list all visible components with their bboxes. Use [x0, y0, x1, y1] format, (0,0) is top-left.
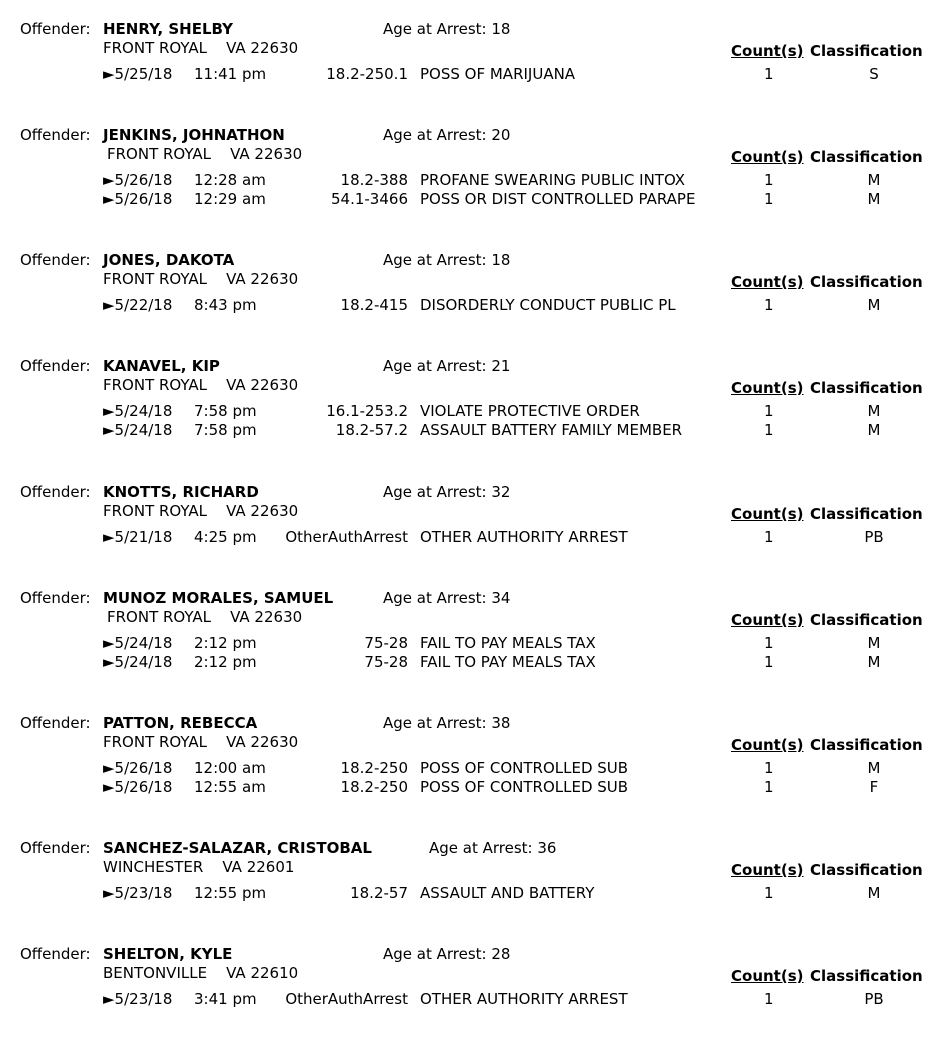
date-value: 5/23/18	[114, 990, 173, 1008]
date-value: 5/26/18	[114, 171, 173, 189]
charge-row	[0, 634, 951, 653]
charge-row	[0, 653, 951, 672]
offender-name: JENKINS, JOHNATHON	[103, 126, 285, 144]
charge-count: 1	[764, 421, 774, 439]
date-value: 5/22/18	[114, 296, 173, 314]
offender-name: KANAVEL, KIP	[103, 357, 220, 375]
offender-record	[0, 589, 951, 689]
age-value: 20	[491, 126, 511, 144]
arrow-icon: ►	[103, 759, 115, 777]
charge-time: 4:25 pm	[194, 528, 257, 546]
offender-label: Offender:	[20, 945, 91, 963]
offender-address: FRONT ROYAL VA 22630	[103, 270, 299, 288]
age-value: 32	[491, 483, 511, 501]
statute-code: 75-28	[364, 653, 408, 671]
classification-header: Classification	[810, 505, 923, 523]
offender-name: KNOTTS, RICHARD	[103, 483, 259, 501]
arrow-icon: ►	[103, 653, 115, 671]
age-value: 38	[491, 714, 511, 732]
offender-label: Offender:	[20, 589, 91, 607]
charge-time: 2:12 pm	[194, 653, 257, 671]
statute-code: 18.2-415	[340, 296, 408, 314]
offender-label: Offender:	[20, 126, 91, 144]
offender-address: BENTONVILLE VA 22610	[103, 964, 299, 982]
arrow-icon: ►	[103, 171, 115, 189]
charge-classification: PB	[864, 528, 884, 546]
date-value: 5/24/18	[114, 421, 173, 439]
charge-classification: M	[867, 296, 881, 314]
offender-record	[0, 126, 951, 226]
charge-count: 1	[764, 65, 774, 83]
charge-classification: M	[867, 421, 881, 439]
classification-header: Classification	[810, 611, 923, 629]
arrow-icon: ►	[103, 296, 115, 314]
age-label: Age at Arrest:	[383, 126, 492, 144]
date-value: 5/26/18	[114, 759, 173, 777]
statute-code: 16.1-253.2	[326, 402, 408, 420]
statute-code: 18.2-388	[340, 171, 408, 189]
age-at-arrest	[383, 357, 510, 375]
offender-label: Offender:	[20, 357, 91, 375]
date-value: 5/26/18	[114, 190, 173, 208]
age-at-arrest	[429, 839, 556, 857]
charge-description: ASSAULT AND BATTERY	[420, 884, 595, 902]
charge-row	[0, 171, 951, 190]
charge-date	[103, 528, 172, 546]
charge-classification: M	[867, 171, 881, 189]
arrow-icon: ►	[103, 528, 115, 546]
charge-description: OTHER AUTHORITY ARREST	[420, 990, 628, 1008]
offender-record	[0, 20, 951, 120]
charge-row	[0, 990, 951, 1009]
offender-address: FRONT ROYAL VA 22630	[103, 376, 299, 394]
age-at-arrest	[383, 714, 510, 732]
classification-header: Classification	[810, 148, 923, 166]
classification-header: Classification	[810, 967, 923, 985]
age-value: 18	[491, 251, 511, 269]
charge-description: OTHER AUTHORITY ARREST	[420, 528, 628, 546]
age-label: Age at Arrest:	[383, 357, 492, 375]
charge-time: 12:00 am	[194, 759, 266, 777]
charge-count: 1	[764, 653, 774, 671]
count-header: Count(s)	[731, 505, 804, 523]
charge-time: 11:41 pm	[194, 65, 267, 83]
age-label: Age at Arrest:	[383, 589, 492, 607]
age-value: 34	[491, 589, 511, 607]
charge-row	[0, 65, 951, 84]
arrow-icon: ►	[103, 190, 115, 208]
count-header: Count(s)	[731, 42, 804, 60]
charge-date	[103, 296, 172, 314]
charge-time: 2:12 pm	[194, 634, 257, 652]
classification-header: Classification	[810, 736, 923, 754]
statute-code: 18.2-250	[340, 778, 408, 796]
offender-address: WINCHESTER VA 22601	[103, 858, 295, 876]
statute-code: OtherAuthArrest	[285, 990, 408, 1008]
charge-description: VIOLATE PROTECTIVE ORDER	[420, 402, 640, 420]
offender-address: FRONT ROYAL VA 22630	[103, 733, 299, 751]
count-header: Count(s)	[731, 379, 804, 397]
charge-count: 1	[764, 528, 774, 546]
charge-count: 1	[764, 759, 774, 777]
charge-row	[0, 759, 951, 778]
charge-classification: PB	[864, 990, 884, 1008]
charge-date	[103, 634, 172, 652]
age-label: Age at Arrest:	[429, 839, 538, 857]
charge-time: 7:58 pm	[194, 421, 257, 439]
age-value: 28	[491, 945, 511, 963]
arrow-icon: ►	[103, 402, 115, 420]
charge-date	[103, 884, 172, 902]
count-header: Count(s)	[731, 148, 804, 166]
charge-classification: M	[867, 759, 881, 777]
age-value: 21	[491, 357, 511, 375]
age-at-arrest	[383, 483, 510, 501]
charge-time: 12:55 am	[194, 778, 266, 796]
charge-count: 1	[764, 884, 774, 902]
classification-header: Classification	[810, 861, 923, 879]
charge-classification: M	[867, 634, 881, 652]
offender-name: PATTON, REBECCA	[103, 714, 258, 732]
classification-header: Classification	[810, 273, 923, 291]
age-label: Age at Arrest:	[383, 251, 492, 269]
offender-address: FRONT ROYAL VA 22630	[103, 502, 299, 520]
charge-classification: S	[869, 65, 879, 83]
charge-date	[103, 778, 172, 796]
offender-record	[0, 357, 951, 457]
charge-date	[103, 171, 172, 189]
age-label: Age at Arrest:	[383, 945, 492, 963]
charge-count: 1	[764, 190, 774, 208]
statute-code: 75-28	[364, 634, 408, 652]
offender-name: SHELTON, KYLE	[103, 945, 233, 963]
offender-label: Offender:	[20, 483, 91, 501]
offender-address: FRONT ROYAL VA 22630	[107, 608, 303, 626]
statute-code: 18.2-57.2	[335, 421, 408, 439]
charge-date	[103, 421, 172, 439]
charge-date	[103, 65, 172, 83]
charge-date	[103, 759, 172, 777]
age-at-arrest	[383, 589, 510, 607]
charge-time: 3:41 pm	[194, 990, 257, 1008]
charge-description: ASSAULT BATTERY FAMILY MEMBER	[420, 421, 683, 439]
charge-classification: M	[867, 884, 881, 902]
offender-name: MUNOZ MORALES, SAMUEL	[103, 589, 334, 607]
charge-description: POSS OF MARIJUANA	[420, 65, 576, 83]
arrow-icon: ►	[103, 421, 115, 439]
arrow-icon: ►	[103, 884, 115, 902]
charge-time: 8:43 pm	[194, 296, 257, 314]
charge-description: POSS OF CONTROLLED SUB	[420, 759, 629, 777]
date-value: 5/23/18	[114, 884, 173, 902]
age-at-arrest	[383, 20, 510, 38]
charge-classification: M	[867, 653, 881, 671]
offender-label: Offender:	[20, 714, 91, 732]
statute-code: 18.2-57	[350, 884, 408, 902]
charge-date	[103, 990, 172, 1008]
date-value: 5/21/18	[114, 528, 173, 546]
offender-record	[0, 945, 951, 1045]
charge-time: 7:58 pm	[194, 402, 257, 420]
age-at-arrest	[383, 945, 510, 963]
offender-label: Offender:	[20, 251, 91, 269]
classification-header: Classification	[810, 42, 923, 60]
date-value: 5/26/18	[114, 778, 173, 796]
date-value: 5/25/18	[114, 65, 173, 83]
statute-code: 54.1-3466	[331, 190, 408, 208]
arrow-icon: ►	[103, 634, 115, 652]
offender-record	[0, 839, 951, 939]
charge-description: DISORDERLY CONDUCT PUBLIC PL	[420, 296, 676, 314]
statute-code: 18.2-250.1	[326, 65, 408, 83]
charge-count: 1	[764, 634, 774, 652]
charge-count: 1	[764, 402, 774, 420]
charge-row	[0, 528, 951, 547]
offender-record	[0, 251, 951, 351]
charge-classification: F	[869, 778, 879, 796]
offender-name: HENRY, SHELBY	[103, 20, 234, 38]
age-at-arrest	[383, 251, 510, 269]
charge-description: POSS OF CONTROLLED SUB	[420, 778, 629, 796]
offender-label: Offender:	[20, 20, 91, 38]
date-value: 5/24/18	[114, 402, 173, 420]
date-value: 5/24/18	[114, 653, 173, 671]
count-header: Count(s)	[731, 611, 804, 629]
charge-time: 12:29 am	[194, 190, 266, 208]
offender-name: SANCHEZ-SALAZAR, CRISTOBAL	[103, 839, 372, 857]
charge-description: FAIL TO PAY MEALS TAX	[420, 653, 596, 671]
classification-header: Classification	[810, 379, 923, 397]
charge-count: 1	[764, 778, 774, 796]
charge-row	[0, 190, 951, 209]
offender-address: FRONT ROYAL VA 22630	[107, 145, 303, 163]
charge-row	[0, 778, 951, 797]
count-header: Count(s)	[731, 273, 804, 291]
charge-row	[0, 884, 951, 903]
offender-record	[0, 714, 951, 814]
charge-description: POSS OR DIST CONTROLLED PARAPE	[420, 190, 696, 208]
offender-name: JONES, DAKOTA	[103, 251, 235, 269]
charge-time: 12:28 am	[194, 171, 266, 189]
charge-time: 12:55 pm	[194, 884, 267, 902]
charge-count: 1	[764, 296, 774, 314]
arrow-icon: ►	[103, 778, 115, 796]
offender-record	[0, 483, 951, 583]
age-at-arrest	[383, 126, 510, 144]
arrow-icon: ►	[103, 65, 115, 83]
charge-description: PROFANE SWEARING PUBLIC INTOX	[420, 171, 686, 189]
count-header: Count(s)	[731, 861, 804, 879]
charge-row	[0, 402, 951, 421]
age-value: 18	[491, 20, 511, 38]
charge-row	[0, 421, 951, 440]
charge-date	[103, 653, 172, 671]
charge-date	[103, 190, 172, 208]
age-label: Age at Arrest:	[383, 714, 492, 732]
charge-classification: M	[867, 190, 881, 208]
date-value: 5/24/18	[114, 634, 173, 652]
offender-address: FRONT ROYAL VA 22630	[103, 39, 299, 57]
age-value: 36	[537, 839, 557, 857]
age-label: Age at Arrest:	[383, 20, 492, 38]
charge-count: 1	[764, 990, 774, 1008]
count-header: Count(s)	[731, 736, 804, 754]
charge-classification: M	[867, 402, 881, 420]
charge-count: 1	[764, 171, 774, 189]
charge-description: FAIL TO PAY MEALS TAX	[420, 634, 596, 652]
offender-label: Offender:	[20, 839, 91, 857]
statute-code: OtherAuthArrest	[285, 528, 408, 546]
arrow-icon: ►	[103, 990, 115, 1008]
charge-row	[0, 296, 951, 315]
charge-date	[103, 402, 172, 420]
age-label: Age at Arrest:	[383, 483, 492, 501]
statute-code: 18.2-250	[340, 759, 408, 777]
count-header: Count(s)	[731, 967, 804, 985]
